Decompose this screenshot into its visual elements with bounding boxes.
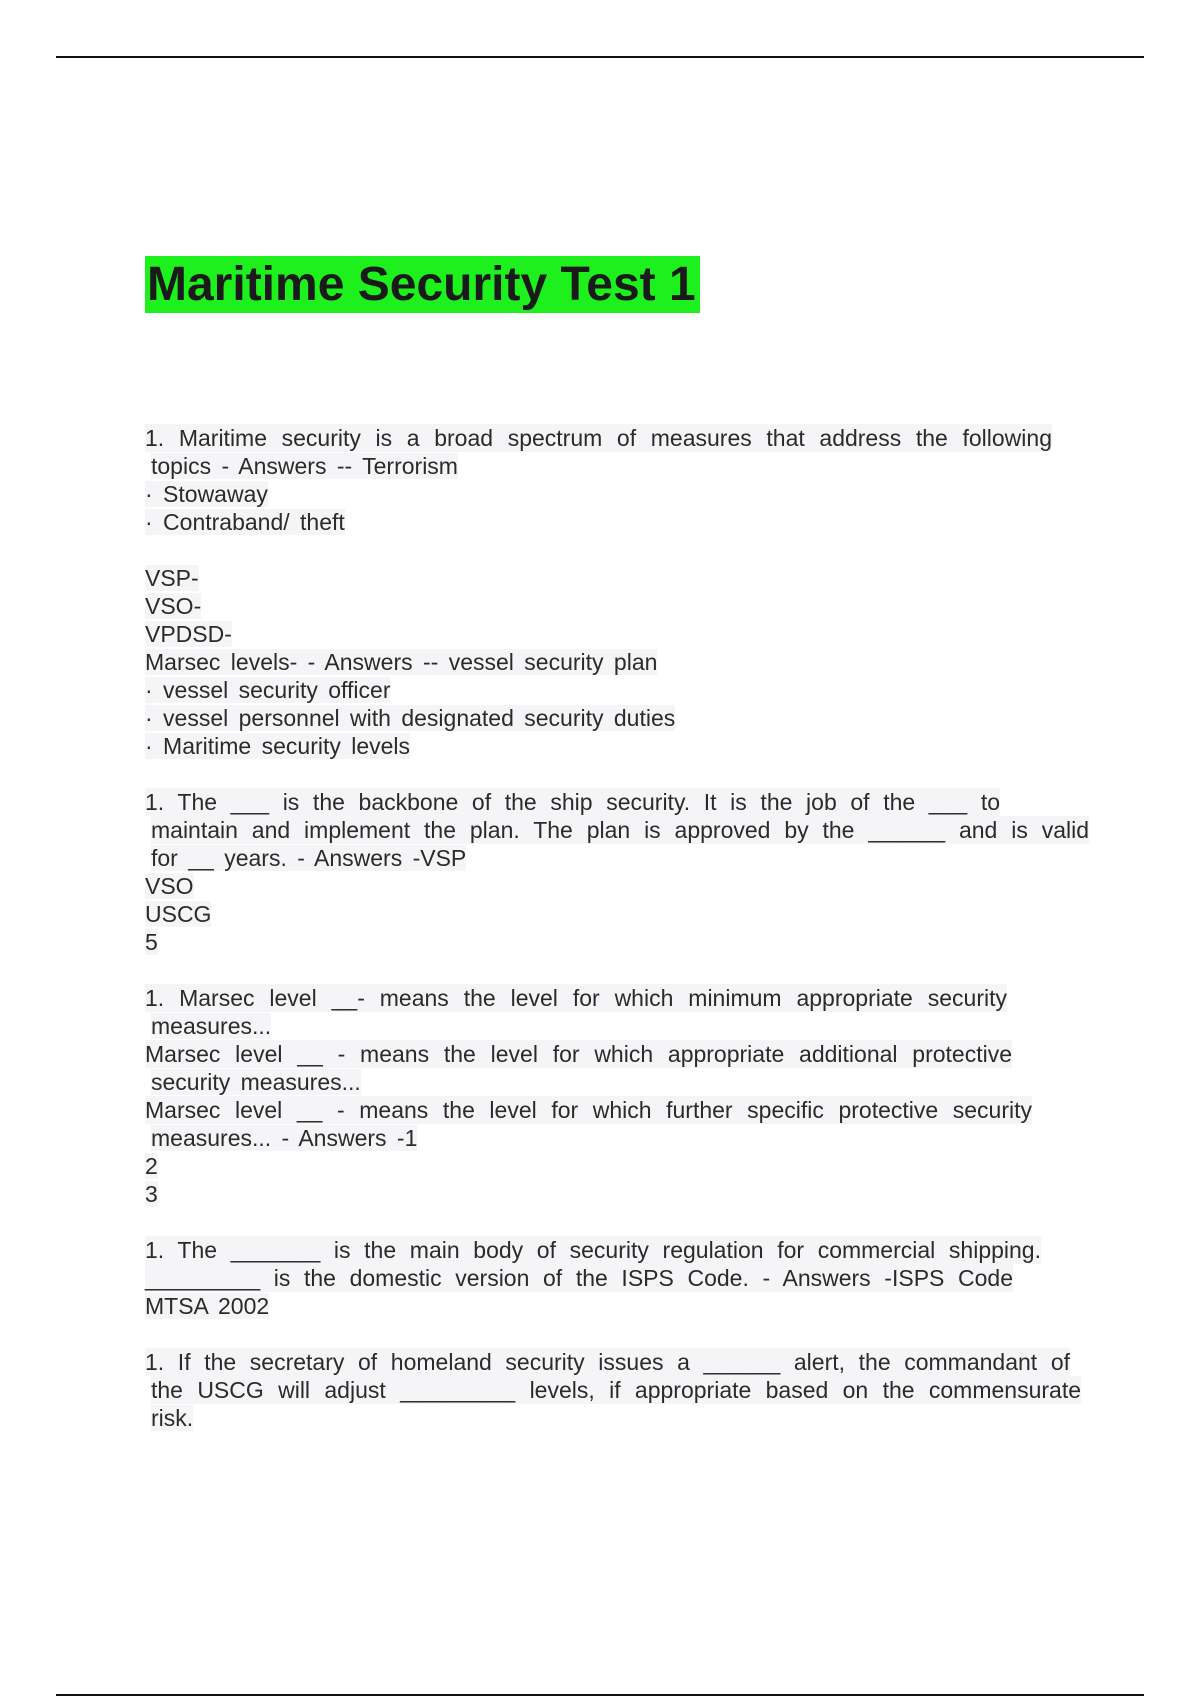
qa-line: maintain and implement the plan. The plan is approved by the ______ and is valid — [151, 817, 1089, 843]
qa-line: topics - Answers -- Terrorism — [151, 453, 458, 479]
qa-line: · vessel security officer — [145, 677, 391, 703]
qa-line: measures... - Answers -1 — [151, 1125, 418, 1151]
qa-line: USCG — [145, 901, 212, 927]
qa-line: for __ years. - Answers -VSP — [151, 845, 467, 871]
qa-item-2 — [145, 564, 1085, 760]
qa-line: · Stowaway — [145, 481, 268, 507]
qa-line: 1. Maritime security is a broad spectrum of measures that address the following — [145, 425, 1052, 451]
qa-line: 2 — [145, 1153, 158, 1179]
qa-line: measures... — [151, 1013, 272, 1039]
qa-line: _________ is the domestic version of the ISPS Code. - Answers -ISPS Code — [145, 1265, 1013, 1291]
qa-line: · Contraband/ theft — [145, 509, 345, 535]
qa-line: 5 — [145, 929, 158, 955]
bottom-rule — [56, 1694, 1144, 1696]
qa-item-6 — [145, 1348, 1085, 1432]
qa-content — [145, 424, 1089, 1460]
qa-line: the USCG will adjust _________ levels, if appropriate based on the commensurate — [151, 1377, 1081, 1403]
qa-item-5 — [145, 1236, 1085, 1320]
qa-line: · vessel personnel with designated security duties — [145, 705, 676, 731]
qa-line: Marsec levels- - Answers -- vessel security plan — [145, 649, 658, 675]
qa-line: 1. Marsec level __- means the level for which minimum appropriate security — [145, 985, 1007, 1011]
top-rule — [56, 56, 1144, 58]
qa-line: 1. If the secretary of homeland security issues a ______ alert, the commandant of — [145, 1349, 1070, 1375]
qa-line: VSO — [145, 873, 194, 899]
qa-line: VPDSD- — [145, 621, 232, 647]
qa-line: VSP- — [145, 565, 199, 591]
document-title: Maritime Security Test 1 — [145, 256, 700, 313]
qa-line: risk. — [151, 1405, 194, 1431]
qa-item-3 — [145, 788, 1089, 956]
qa-item-4 — [145, 984, 1085, 1208]
qa-line: Marsec level __ - means the level for which further specific protective security — [145, 1097, 1032, 1123]
qa-line: security measures... — [151, 1069, 361, 1095]
qa-line: · Maritime security levels — [145, 733, 411, 759]
qa-line: 3 — [145, 1181, 158, 1207]
qa-line: 1. The _______ is the main body of security regulation for commercial shipping. — [145, 1237, 1041, 1263]
qa-line: 1. The ___ is the backbone of the ship security. It is the job of the ___ to — [145, 789, 1000, 815]
qa-line: MTSA 2002 — [145, 1293, 270, 1319]
qa-line: Marsec level __ - means the level for which appropriate additional protective — [145, 1041, 1012, 1067]
qa-line: VSO- — [145, 593, 202, 619]
qa-item-1 — [145, 424, 1085, 536]
